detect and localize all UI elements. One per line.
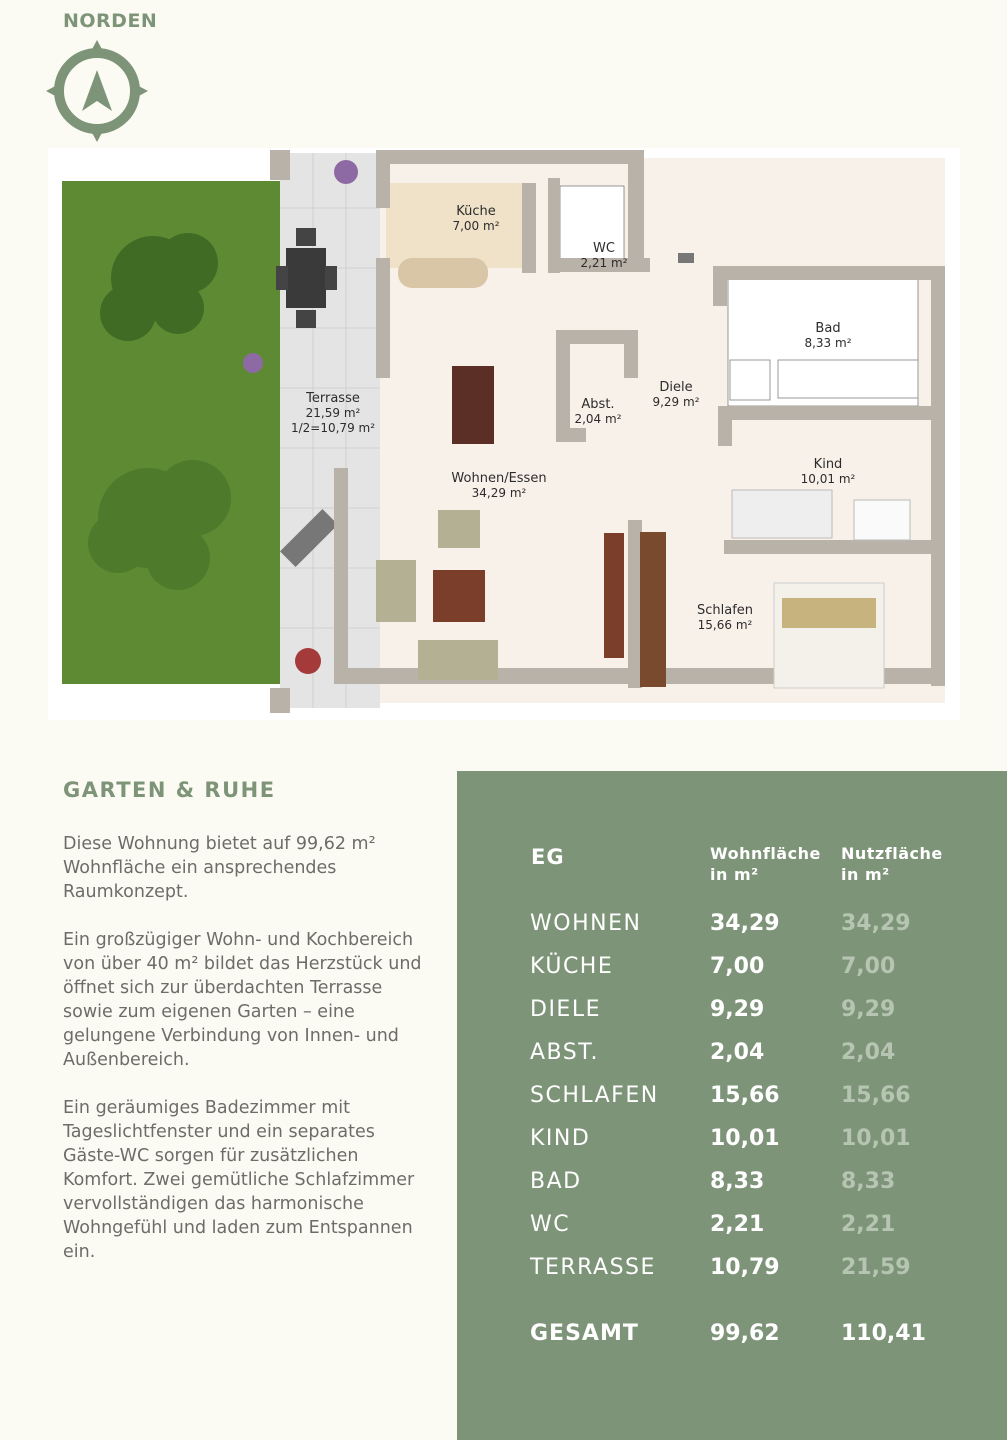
bathtub xyxy=(778,360,918,398)
table-total-row: GESAMT 99,62 110,41 xyxy=(530,1321,926,1346)
compass xyxy=(44,10,158,140)
desk xyxy=(854,500,910,540)
description-paragraph: Ein geräumiges Badezimmer mit Tageslichtfenster und ein separates Gäste-WC sorgen für zusätzlichen Komfort. Zwei gemütliche Schlafzimmer vervollständigen das harmonische Wohngefühl und laden zum Entspannen ein. xyxy=(63,1098,415,1262)
description-heading: GARTEN & RUHE xyxy=(63,778,276,802)
room-label-kueche: Küche 7,00 m² xyxy=(452,204,500,233)
shower xyxy=(730,360,770,400)
dining-table xyxy=(452,366,494,444)
room-label-wohnen: Wohnen/Essen 34,29 m² xyxy=(451,471,547,500)
terrace-pillar xyxy=(270,688,290,713)
compass-north-icon xyxy=(44,38,150,144)
room-label-kind: Kind 10,01 m² xyxy=(800,457,856,486)
sofa xyxy=(418,640,498,680)
table-row: SCHLAFEN 15,66 15,66 xyxy=(530,1083,911,1108)
floorplan-drawing xyxy=(48,148,960,720)
table-row: WC 2,21 2,21 xyxy=(530,1212,896,1237)
room-label-terrasse: Terrasse 21,59 m² 1/2=10,79 m² xyxy=(290,391,376,435)
coffee-table xyxy=(433,570,485,622)
table-row: BAD 8,33 8,33 xyxy=(530,1169,896,1194)
armchair xyxy=(376,560,416,622)
room-label-diele: Dielе 9,29 m² xyxy=(652,380,700,409)
description-paragraph: Ein großzügiger Wohn- und Kochbereich von über 40 m² bildet das Herzstück und öffnet sich zur überdachten Terrasse sowie zum eigenen Garten – eine gelungene Verbindung von Innen- und Außenbereich. xyxy=(63,930,422,1070)
room-label-wc: WC 2,21 m² xyxy=(580,241,628,270)
table-row: KIND 10,01 10,01 xyxy=(530,1126,911,1151)
table-row: KÜCHE 7,00 7,00 xyxy=(530,954,896,979)
terrace-table xyxy=(286,248,326,308)
table-row: TERRASSE 10,79 21,59 xyxy=(530,1255,911,1280)
compass-label: NORDEN xyxy=(63,10,158,32)
room-label-schlafen: Schlafen 15,66 m² xyxy=(696,603,754,632)
room-label-bad: Bad 8,33 m² xyxy=(804,321,852,350)
table-row: WOHNEN 34,29 34,29 xyxy=(530,911,911,936)
description xyxy=(63,778,433,1288)
terrace-pillar xyxy=(270,150,290,180)
room-label-abst: Abst. 2,04 m² xyxy=(574,397,622,426)
kid-bed xyxy=(732,490,832,538)
table-row: DIELE 9,29 9,29 xyxy=(530,997,896,1022)
entry-marker xyxy=(678,253,694,263)
description-paragraph: Diese Wohnung bietet auf 99,62 m² Wohnfläche ein ansprechendes Raumkonzept. xyxy=(63,834,376,902)
col-header-nutzflaeche: Nutzfläche in m² xyxy=(841,844,943,884)
col-header-wohnflaeche: Wohnfläche in m² xyxy=(710,844,821,884)
area-table xyxy=(457,771,1007,1440)
wardrobe xyxy=(640,532,666,687)
floorplan xyxy=(48,148,960,720)
armchair xyxy=(438,510,480,548)
table-row: ABST. 2,04 2,04 xyxy=(530,1040,896,1065)
floor-label: EG xyxy=(531,845,565,869)
tv-unit xyxy=(604,533,624,658)
kitchen-counter xyxy=(398,258,488,288)
